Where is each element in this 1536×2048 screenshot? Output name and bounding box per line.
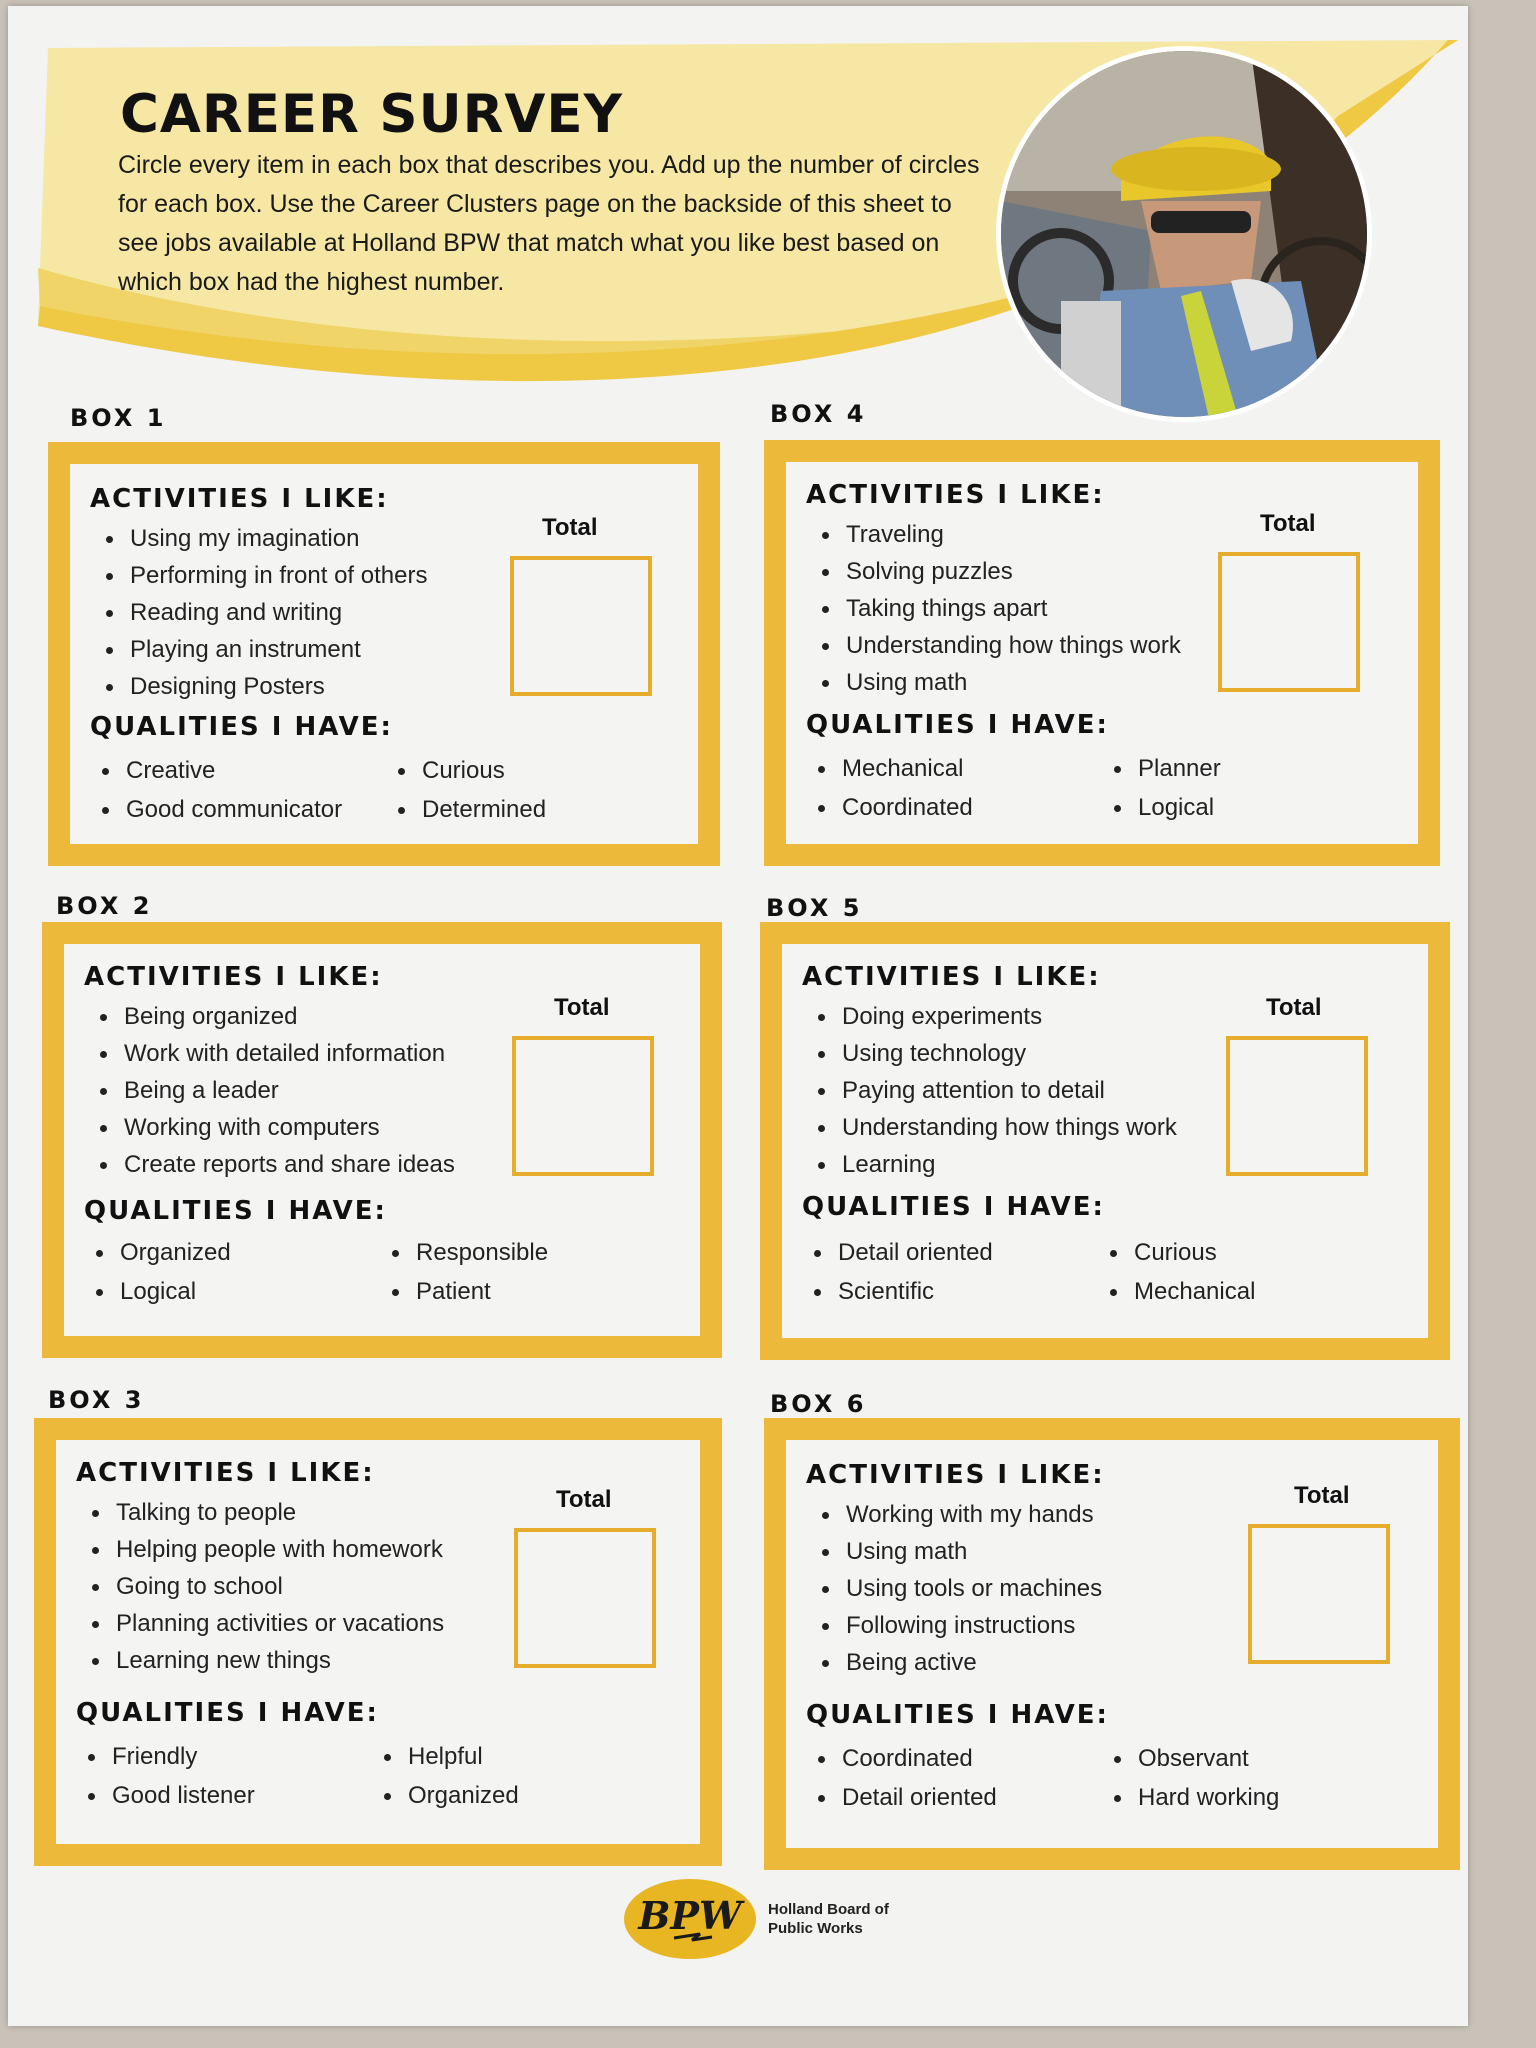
activity-item[interactable]: Designing Posters [102, 668, 427, 705]
box-4 [764, 440, 1440, 866]
activity-item[interactable]: Working with my hands [818, 1496, 1102, 1533]
box-4-total-field[interactable] [1218, 552, 1360, 692]
quality-item[interactable]: Scientific [810, 1273, 1106, 1310]
quality-item[interactable]: Logical [92, 1273, 388, 1310]
quality-item[interactable]: Curious [1106, 1234, 1326, 1271]
activity-item[interactable]: Understanding how things work [818, 627, 1181, 664]
box-1-total-field[interactable] [510, 556, 652, 696]
activity-item[interactable]: Planning activities or vacations [88, 1605, 444, 1642]
box-2-content [64, 944, 700, 1336]
box-3-activities-heading: ACTIVITIES I LIKE: [76, 1458, 375, 1488]
box-5 [760, 922, 1450, 1360]
lineworker-photo [996, 46, 1372, 422]
quality-item[interactable]: Good communicator [98, 791, 394, 828]
quality-item[interactable]: Detail oriented [814, 1779, 1110, 1816]
org-name [768, 1900, 889, 1938]
instructions-text: Circle every item in each box that describes you. Add up the number of circles for each box. Use the Career Clusters page on the backside of this sheet to see jobs available at Holland BPW that match what you like best based on which box had the highest number. [118, 151, 980, 296]
quality-item[interactable]: Coordinated [814, 789, 1110, 826]
activity-item[interactable]: Being active [818, 1644, 1102, 1681]
box-1-activities-heading: ACTIVITIES I LIKE: [90, 484, 389, 514]
box-4-label: BOX 4 [770, 400, 867, 428]
org-name-line-1: Holland Board of [768, 1901, 889, 1918]
activity-item[interactable]: Learning [814, 1146, 1177, 1183]
activity-item[interactable]: Using math [818, 1533, 1102, 1570]
box-4-qualities-list [814, 750, 1330, 826]
activity-item[interactable]: Playing an instrument [102, 631, 427, 668]
box-6-activities-list [818, 1496, 1102, 1681]
quality-item[interactable]: Creative [98, 752, 394, 789]
svg-text:BPW: BPW [638, 1893, 742, 1938]
box-5-qualities-heading: QUALITIES I HAVE: [802, 1192, 1105, 1222]
quality-item[interactable]: Planner [1110, 750, 1330, 787]
activity-item[interactable]: Following instructions [818, 1607, 1102, 1644]
box-6-qualities-heading: QUALITIES I HAVE: [806, 1700, 1109, 1730]
box-2-label: BOX 2 [56, 892, 153, 920]
box-4-activities-list [818, 516, 1181, 701]
activity-item[interactable]: Being organized [96, 998, 455, 1035]
bpw-logo-mark [620, 1874, 760, 1964]
quality-item[interactable]: Organized [380, 1777, 600, 1814]
quality-item[interactable]: Determined [394, 791, 614, 828]
box-5-activities-heading: ACTIVITIES I LIKE: [802, 962, 1101, 992]
quality-item[interactable]: Responsible [388, 1234, 608, 1271]
quality-item[interactable]: Mechanical [814, 750, 1110, 787]
activity-item[interactable]: Work with detailed information [96, 1035, 455, 1072]
box-3-content [56, 1440, 700, 1844]
activity-item[interactable]: Understanding how things work [814, 1109, 1177, 1146]
activity-item[interactable]: Going to school [88, 1568, 444, 1605]
box-1-content [70, 464, 698, 844]
box-1-qualities-list [98, 752, 614, 828]
box-3-qualities-heading: QUALITIES I HAVE: [76, 1698, 379, 1728]
box-5-activities-list [814, 998, 1177, 1183]
box-5-content [782, 944, 1428, 1338]
box-1-qualities-heading: QUALITIES I HAVE: [90, 712, 393, 742]
activity-item[interactable]: Paying attention to detail [814, 1072, 1177, 1109]
box-3-activities-list [88, 1494, 444, 1679]
bpw-logo [620, 1874, 920, 1964]
box-4-total-label: Total [1260, 510, 1316, 537]
activity-item[interactable]: Solving puzzles [818, 553, 1181, 590]
activity-item[interactable]: Being a leader [96, 1072, 455, 1109]
quality-item[interactable]: Detail oriented [810, 1234, 1106, 1271]
box-6-activities-heading: ACTIVITIES I LIKE: [806, 1460, 1105, 1490]
box-2-total-label: Total [554, 994, 610, 1021]
box-1-total-label: Total [542, 514, 598, 541]
quality-item[interactable]: Hard working [1110, 1779, 1330, 1816]
box-5-total-label: Total [1266, 994, 1322, 1021]
box-1 [48, 442, 720, 866]
activity-item[interactable]: Helping people with homework [88, 1531, 444, 1568]
activity-item[interactable]: Talking to people [88, 1494, 444, 1531]
survey-sheet [8, 6, 1468, 2026]
activity-item[interactable]: Working with computers [96, 1109, 455, 1146]
activity-item[interactable]: Using math [818, 664, 1181, 701]
box-3 [34, 1418, 722, 1866]
box-3-total-field[interactable] [514, 1528, 656, 1668]
box-2-total-field[interactable] [512, 1036, 654, 1176]
box-3-label: BOX 3 [48, 1386, 145, 1414]
box-2 [42, 922, 722, 1358]
quality-item[interactable]: Patient [388, 1273, 608, 1310]
box-6 [764, 1418, 1460, 1870]
box-2-activities-list [96, 998, 455, 1183]
activity-item[interactable]: Using my imagination [102, 520, 427, 557]
quality-item[interactable]: Organized [92, 1234, 388, 1271]
box-6-total-field[interactable] [1248, 1524, 1390, 1664]
activity-item[interactable]: Doing experiments [814, 998, 1177, 1035]
quality-item[interactable]: Curious [394, 752, 614, 789]
activity-item[interactable]: Performing in front of others [102, 557, 427, 594]
quality-item[interactable]: Logical [1110, 789, 1330, 826]
box-6-content [786, 1440, 1438, 1848]
box-4-content [786, 462, 1418, 844]
activity-item[interactable]: Using technology [814, 1035, 1177, 1072]
org-name-line-2: Public Works [768, 1920, 863, 1937]
box-5-label: BOX 5 [766, 894, 863, 922]
box-2-qualities-list [92, 1234, 608, 1310]
activity-item[interactable]: Reading and writing [102, 594, 427, 631]
activity-item[interactable]: Traveling [818, 516, 1181, 553]
box-5-total-field[interactable] [1226, 1036, 1368, 1176]
page-title: CAREER SURVEY [120, 84, 624, 145]
box-2-qualities-heading: QUALITIES I HAVE: [84, 1196, 387, 1226]
box-4-qualities-heading: QUALITIES I HAVE: [806, 710, 1109, 740]
activity-item[interactable]: Learning new things [88, 1642, 444, 1679]
quality-item[interactable]: Mechanical [1106, 1273, 1326, 1310]
box-6-label: BOX 6 [770, 1390, 867, 1418]
box-3-total-label: Total [556, 1486, 612, 1513]
quality-item[interactable]: Good listener [84, 1777, 380, 1814]
box-2-activities-heading: ACTIVITIES I LIKE: [84, 962, 383, 992]
quality-item[interactable]: Friendly [84, 1738, 380, 1775]
box-1-label: BOX 1 [70, 404, 167, 432]
box-6-qualities-list [814, 1740, 1330, 1816]
box-4-activities-heading: ACTIVITIES I LIKE: [806, 480, 1105, 510]
quality-item[interactable]: Observant [1110, 1740, 1330, 1777]
box-6-total-label: Total [1294, 1482, 1350, 1509]
quality-item[interactable]: Helpful [380, 1738, 600, 1775]
quality-item[interactable]: Coordinated [814, 1740, 1110, 1777]
box-5-qualities-list [810, 1234, 1326, 1310]
box-3-qualities-list [84, 1738, 600, 1814]
activity-item[interactable]: Using tools or machines [818, 1570, 1102, 1607]
activity-item[interactable]: Create reports and share ideas [96, 1146, 455, 1183]
box-1-activities-list [102, 520, 427, 705]
activity-item[interactable]: Taking things apart [818, 590, 1181, 627]
